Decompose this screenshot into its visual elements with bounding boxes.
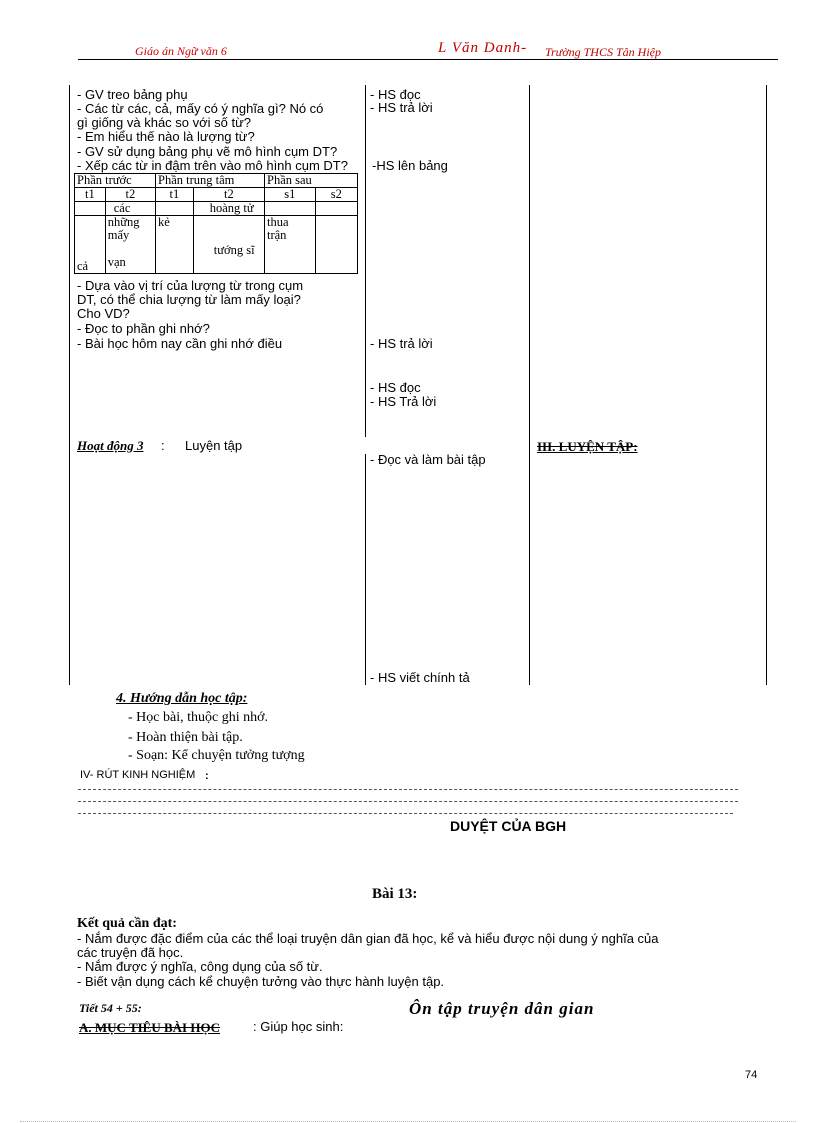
student-item-6: - HS Trả lời [370, 394, 437, 409]
student-item-8: - HS viết chính tả [370, 670, 470, 685]
cell-hoang-tu: hoàng tử [193, 202, 264, 216]
cell-cac: các [105, 202, 155, 216]
column-border-right [766, 85, 767, 685]
activity-3-colon: : [161, 438, 165, 453]
table-group-row [75, 174, 358, 188]
student-item-3: -HS lên bảng [372, 158, 448, 173]
cell-ca [75, 216, 106, 274]
header-school: Trường THCS Tân Hiệp [545, 45, 661, 59]
student-item-4: - HS trả lời [370, 336, 433, 351]
approval-heading: DUYỆT CỦA BGH [450, 818, 567, 834]
guide-item-1: - Học bài, thuộc ghi nhớ. [128, 710, 268, 725]
cell [315, 202, 357, 216]
student-item-2: - HS trả lời [370, 100, 433, 115]
period-label: Tiết 54 + 55: [79, 1001, 142, 1015]
activity-3-text: Luyện tập [185, 438, 243, 453]
group-center: Phần trung tâm [156, 174, 265, 188]
column-border-mid-bottom [365, 454, 366, 685]
teacher-line-4: - Em hiểu thế nào là lượng từ? [77, 129, 255, 144]
cell-may: mấy [107, 228, 130, 242]
cell [315, 216, 357, 274]
outcome-line-3: - Nắm được ý nghĩa, công dụng của số từ. [77, 959, 323, 974]
guide-item-3: - Soạn: Kể chuyện tưởng tượng [128, 748, 305, 763]
dotted-line-2 [78, 801, 738, 802]
activity-3-label: Hoạt động 3 [77, 438, 144, 453]
guide-item-2-text: Hoàn thiện bài tập. [136, 730, 243, 745]
cell-tran: trận [267, 228, 287, 242]
column-border-left [69, 85, 70, 685]
teacher-line-5: - GV sử dụng bảng phụ vẽ mô hình cụm DT? [77, 144, 338, 159]
dotted-line-3 [78, 813, 733, 814]
column-border-mid-top [365, 85, 366, 437]
dotted-line-1 [78, 789, 738, 790]
header-rule [78, 59, 778, 60]
teacher-q-line-5: - Bài học hôm nay cần ghi nhớ điều [77, 336, 283, 351]
teacher-q-line-4: - Đọc to phần ghi nhớ? [77, 321, 210, 336]
cell-tuong-si-text: tướng sĩ [213, 243, 255, 257]
cell-thua-tran [265, 216, 316, 274]
student-item-5: - HS đọc [370, 380, 421, 395]
outcome-heading: Kết quả cần đạt: [77, 916, 177, 931]
header-subject: Giáo án Ngữ văn 6 [135, 44, 227, 58]
outcome-line-1: - Nắm được đặc điểm của các thể loại truyện dân gian đã học, kể và hiểu được nội dung ý nghĩa của [77, 931, 659, 946]
lesson-topic: Ôn tập truyện dân gian [409, 999, 595, 1018]
teacher-q-line-3: Cho VD? [77, 306, 130, 321]
cell-ca-text: cả [77, 259, 89, 273]
objective-heading: A. MỤC TIÊU BÀI HỌC [79, 1020, 220, 1035]
cell-ke-text: kẻ [158, 215, 170, 229]
header-author: L Văn Danh- [438, 40, 528, 56]
cell-van: vạn [107, 255, 126, 269]
outcome-line-4: - Biết vận dụng cách kể chuyện tưởng vào thực hành luyện tập. [77, 974, 445, 989]
group-after: Phần sau [265, 174, 358, 188]
guide-item-2: - Hoàn thiện bài tập. [128, 730, 243, 745]
guide-title: 4. Hướng dẫn học tập: [116, 691, 248, 706]
sub-t1-center: t1 [156, 188, 194, 202]
sub-t2-center: t2 [193, 188, 264, 202]
table-row-2 [75, 216, 358, 274]
lesson-title: Bài 13: [372, 886, 418, 902]
teacher-line-3: gì giống và khác so với số từ? [77, 115, 252, 130]
teacher-line-6: - Xếp các từ in đậm trên vào mô hình cụm DT? [77, 158, 348, 173]
outcome-line-2: các truyện đã học. [77, 945, 184, 960]
cell-nhung: những [107, 215, 140, 229]
objective-text: : Giúp học sinh: [253, 1019, 344, 1034]
teacher-q-line-1: - Dựa vào vị trí của lượng từ trong cụm [77, 278, 304, 293]
cell-ke [156, 216, 194, 274]
column-border-right-inner [529, 85, 530, 685]
practice-heading: III. LUYỆN TẬP: [537, 439, 638, 454]
cell-tuong-si [193, 216, 264, 274]
sub-t2-before: t2 [105, 188, 155, 202]
teacher-line-1: - GV treo bảng phụ [77, 87, 188, 102]
student-item-7: - Đọc và làm bài tập [370, 452, 486, 467]
student-item-1: - HS đọc [370, 87, 421, 102]
noun-phrase-model-table [74, 173, 358, 274]
page-number: 74 [745, 1069, 758, 1081]
experience-colon: : [205, 770, 209, 782]
cell [75, 202, 106, 216]
experience-label: IV- RÚT KINH NGHIỆM [80, 769, 196, 781]
group-before: Phần trước [75, 174, 156, 188]
guide-item-3-text: Soạn: Kể chuyện tưởng tượng [136, 748, 305, 763]
guide-item-1-text: Học bài, thuộc ghi nhớ. [136, 710, 268, 725]
cell-nhung-may-van [105, 216, 155, 274]
page-bottom-edge [20, 1121, 796, 1122]
cell [265, 202, 316, 216]
sub-s2: s2 [315, 188, 357, 202]
cell-thua: thua [267, 215, 289, 229]
teacher-line-2: - Các từ các, cả, mấy có ý nghĩa gì? Nó có [77, 101, 324, 116]
table-row-1 [75, 202, 358, 216]
teacher-q-line-2: DT, có thể chia lượng từ làm mấy loại? [77, 292, 301, 307]
cell [156, 202, 194, 216]
sub-t1-before: t1 [75, 188, 106, 202]
table-sub-row [75, 188, 358, 202]
sub-s1: s1 [265, 188, 316, 202]
